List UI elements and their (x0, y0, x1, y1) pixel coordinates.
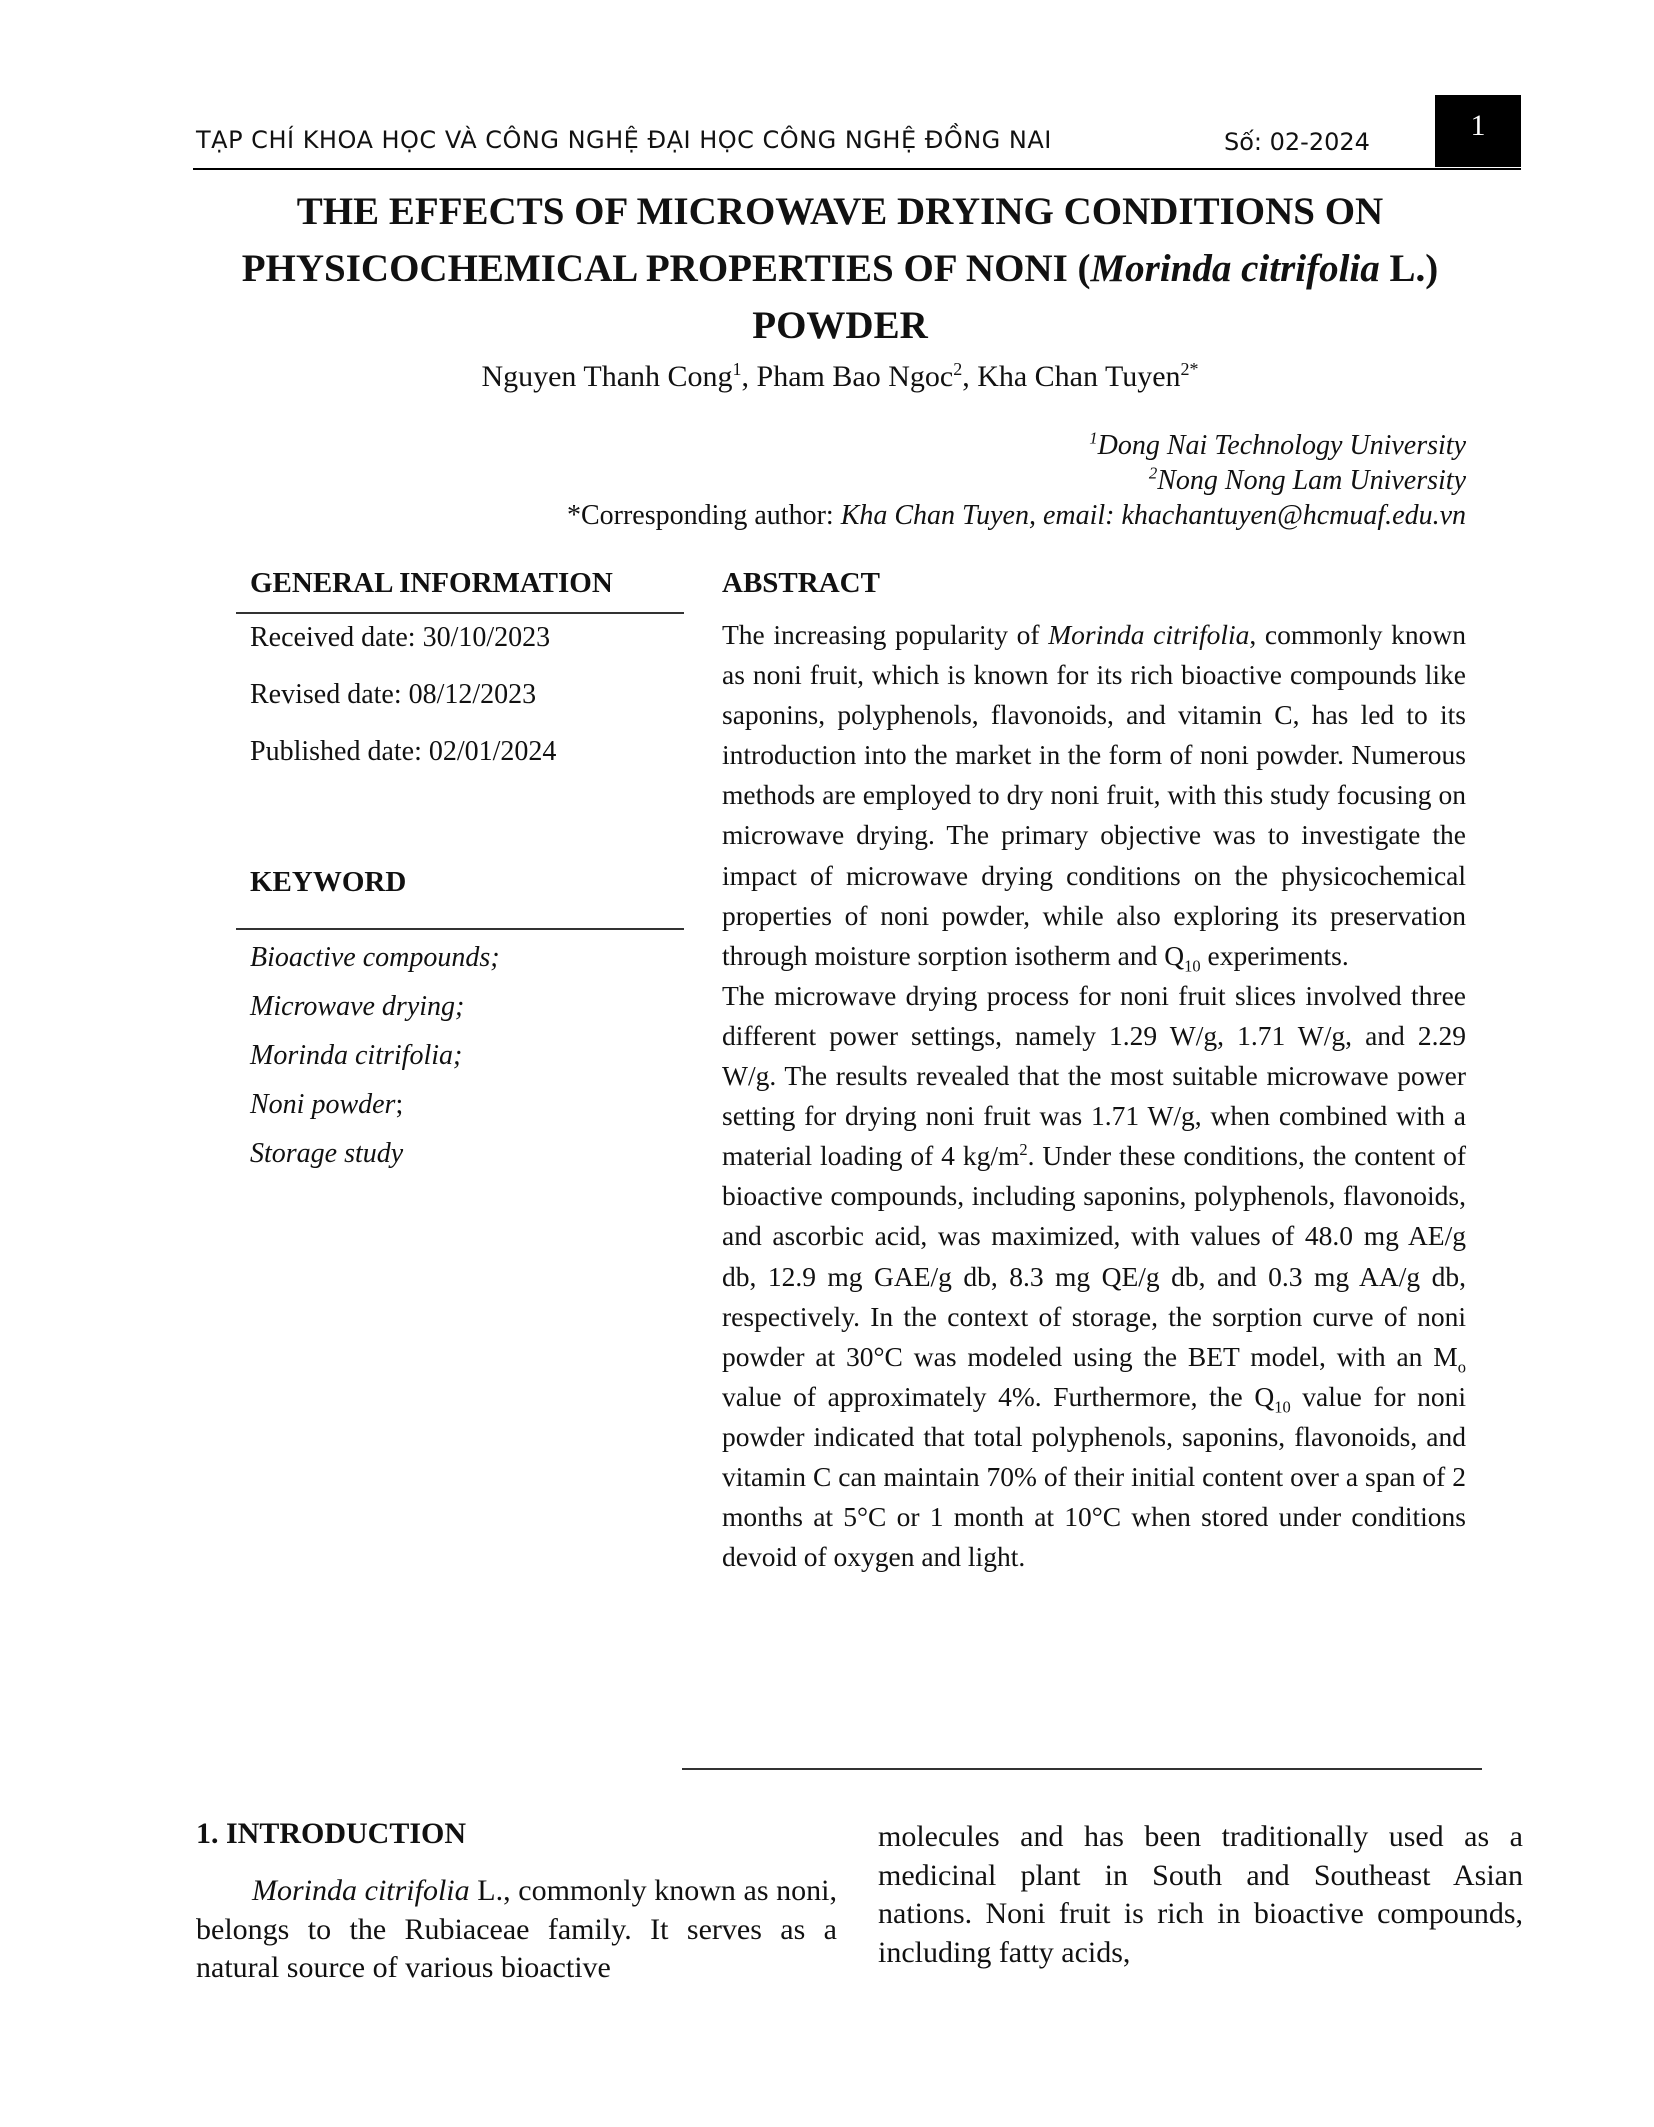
title-line-1: THE EFFECTS OF MICROWAVE DRYING CONDITIONS ON (296, 190, 1384, 233)
paper-title (170, 183, 1510, 354)
abstract-paragraph-2: The microwave drying process for noni fruit slices involved three different power settings, namely 1.29 W/g, 1.71 W/g, and 2.29 W/g. The results revealed that the most suitable microwave power setting for drying noni fruit was 1.71 W/g, when combined with a material loading of 4 $kg/m^2$. Under these conditions, the content of bioactive compounds, including saponins, polyphenols, flavonoids, and ascorbic acid, was maximized, with values of 48.0 mg AE/g db, 12.9 mg GAE/g db, 8.3 mg QE/g db, and 0.3 mg AA/g db, respectively. In the context of storage, the sorption curve of noni powder at 30°C was modeled using the BET model, with an $M_o$ value of approximately 4%. Furthermore, the $Q_{10}$ value for noni powder indicated that total polyphenols, saponins, flavonoids, and vitamin C can maintain 70% of their initial content over a span of 2 months at 5°C or 1 month at 10°C when stored under conditions devoid of oxygen and light. (722, 979, 1466, 1573)
header-divider (193, 168, 1521, 170)
keyword-item: Storage study (250, 1138, 404, 1169)
received-date: Received date: 30/10/2023 (250, 622, 551, 653)
keyword-divider (236, 928, 684, 930)
keyword-heading: KEYWORD (250, 866, 407, 898)
affiliation-1: $^1$Dong Nai Technology University (1089, 428, 1466, 461)
title-line-2: PHYSICOCHEMICAL PROPERTIES OF NONI (Morinda citrifolia L.) (241, 247, 1439, 290)
author-3: Kha Chan Tuyen (977, 360, 1181, 393)
keyword-item: Microwave drying; (250, 991, 465, 1022)
abstract-body (722, 615, 1466, 1577)
author-2: Pham Bao Ngoc (756, 360, 954, 393)
general-info-divider (236, 612, 684, 614)
general-info-heading: GENERAL INFORMATION (250, 567, 613, 599)
keyword-item: Morinda citrifolia; (250, 1040, 463, 1071)
page-number: 1 (1435, 95, 1521, 167)
published-date: Published date: 02/01/2024 (250, 736, 557, 767)
introduction-column-1: Morinda citrifolia L., commonly known as noni, belongs to the Rubiaceae family. It serves as a natural source of various bioactive (196, 1874, 838, 1984)
journal-name: TẠP CHÍ KHOA HỌC VÀ CÔNG NGHỆ ĐẠI HỌC CÔNG NGHỆ ĐỒNG NAI (196, 126, 1052, 154)
abstract-paragraph-1: The increasing popularity of Morinda citrifolia, commonly known as noni fruit, which is known for its rich bioactive compounds like saponins, polyphenols, flavonoids, and vitamin C, has led to its introduction into the market in the form of noni powder. Numerous methods are employed to dry noni fruit, with this study focusing on microwave drying. The primary objective was to investigate the impact of microwave drying conditions on the physicochemical properties of noni powder, while also exploring its preservation through moisture sorption isotherm and $Q_{10}$ experiments. (722, 619, 1466, 976)
species-name: Morinda citrifolia (1090, 247, 1380, 290)
corresponding-author: *Corresponding author: Kha Chan Tuyen, email: khachantuyen@hcmuaf.edu.vn (566, 500, 1466, 531)
introduction-heading: 1. INTRODUCTION (196, 1817, 467, 1850)
author-list: Nguyen Thanh Cong$^1$, Pham Bao Ngoc$^2$, Kha Chan Tuyen$^{2*}$ (481, 359, 1199, 393)
affiliation-2: $^2$Nong Nong Lam University (1148, 463, 1466, 496)
title-line-3: POWDER (752, 304, 928, 347)
abstract-heading: ABSTRACT (722, 567, 880, 599)
author-1: Nguyen Thanh Cong (481, 360, 733, 393)
abstract-divider (682, 1768, 1482, 1770)
introduction-column-2: molecules and has been traditionally used as a medicinal plant in South and Southeast Asian nations. Noni fruit is rich in bioactive compounds, including fatty acids, (878, 1820, 1523, 1969)
keyword-item: Noni powder; (250, 1089, 404, 1120)
revised-date: Revised date: 08/12/2023 (250, 679, 537, 710)
keyword-item: Bioactive compounds; (250, 942, 500, 973)
issue-number: Số: 02-2024 (1224, 128, 1370, 156)
